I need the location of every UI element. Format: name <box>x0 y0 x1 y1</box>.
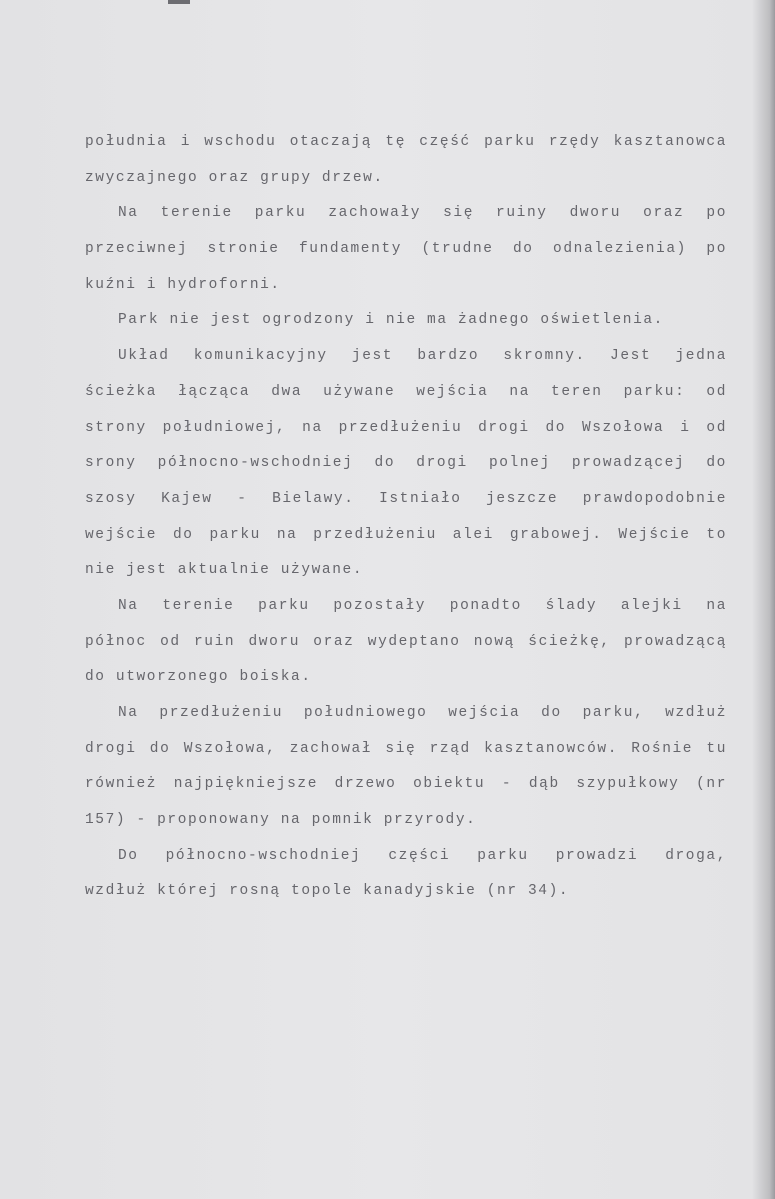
text-line: strony południowej, na przedłużeniu drogi do Wszołowa i od <box>85 419 727 436</box>
text-line: Park nie jest ogrodzony i nie ma żadnego oświetlenia. <box>118 312 664 329</box>
paragraph <box>85 309 727 345</box>
text-line: północ od ruin dworu oraz wydeptano nową ścieżkę, prowadzącą <box>85 633 727 650</box>
document-body <box>85 131 727 916</box>
scan-artifact-mark <box>168 0 190 4</box>
text-line: Do północno-wschodniej części parku prowadzi droga, <box>118 847 727 864</box>
paragraph <box>85 845 727 916</box>
text-line: kuźni i hydroforni. <box>85 276 281 293</box>
text-line: ścieżka łącząca dwa używane wejścia na teren parku: od <box>85 383 727 400</box>
text-line: 157) - proponowany na pomnik przyrody. <box>85 812 477 829</box>
text-line: szosy Kajew - Bielawy. Istniało jeszcze prawdopodobnie <box>85 490 727 507</box>
text-line: drogi do Wszołowa, zachował się rząd kasztanowców. Rośnie tu <box>85 740 727 757</box>
text-line: Na terenie parku zachowały się ruiny dworu oraz po <box>118 205 727 222</box>
text-line: przeciwnej stronie fundamenty (trudne do odnalezienia) po <box>85 241 727 258</box>
text-line: nie jest aktualnie używane. <box>85 562 364 579</box>
text-line: Na terenie parku pozostały ponadto ślady alejki na <box>118 597 727 614</box>
paragraph <box>85 345 727 595</box>
text-line: zwyczajnego oraz grupy drzew. <box>85 169 384 186</box>
text-line: Układ komunikacyjny jest bardzo skromny. Jest jedna <box>118 348 727 365</box>
paragraph <box>85 595 727 702</box>
text-line: również najpiękniejsze drzewo obiektu - dąb szypułkowy (nr <box>85 776 727 793</box>
text-line: południa i wschodu otaczają tę część parku rzędy kasztanowca <box>85 134 727 150</box>
paragraph <box>85 131 727 202</box>
text-line: Na przedłużeniu południowego wejścia do parku, wzdłuż <box>118 705 727 721</box>
text-line: wejście do parku na przedłużeniu alei grabowej. Wejście to <box>85 526 727 543</box>
text-line: srony północno-wschodniej do drogi polnej prowadzącej do <box>85 455 727 472</box>
text-line: wzdłuż której rosną topole kanadyjskie (nr 34). <box>85 883 570 900</box>
paragraph <box>85 202 727 309</box>
paragraph <box>85 702 727 845</box>
text-line: do utworzonego boiska. <box>85 669 312 686</box>
